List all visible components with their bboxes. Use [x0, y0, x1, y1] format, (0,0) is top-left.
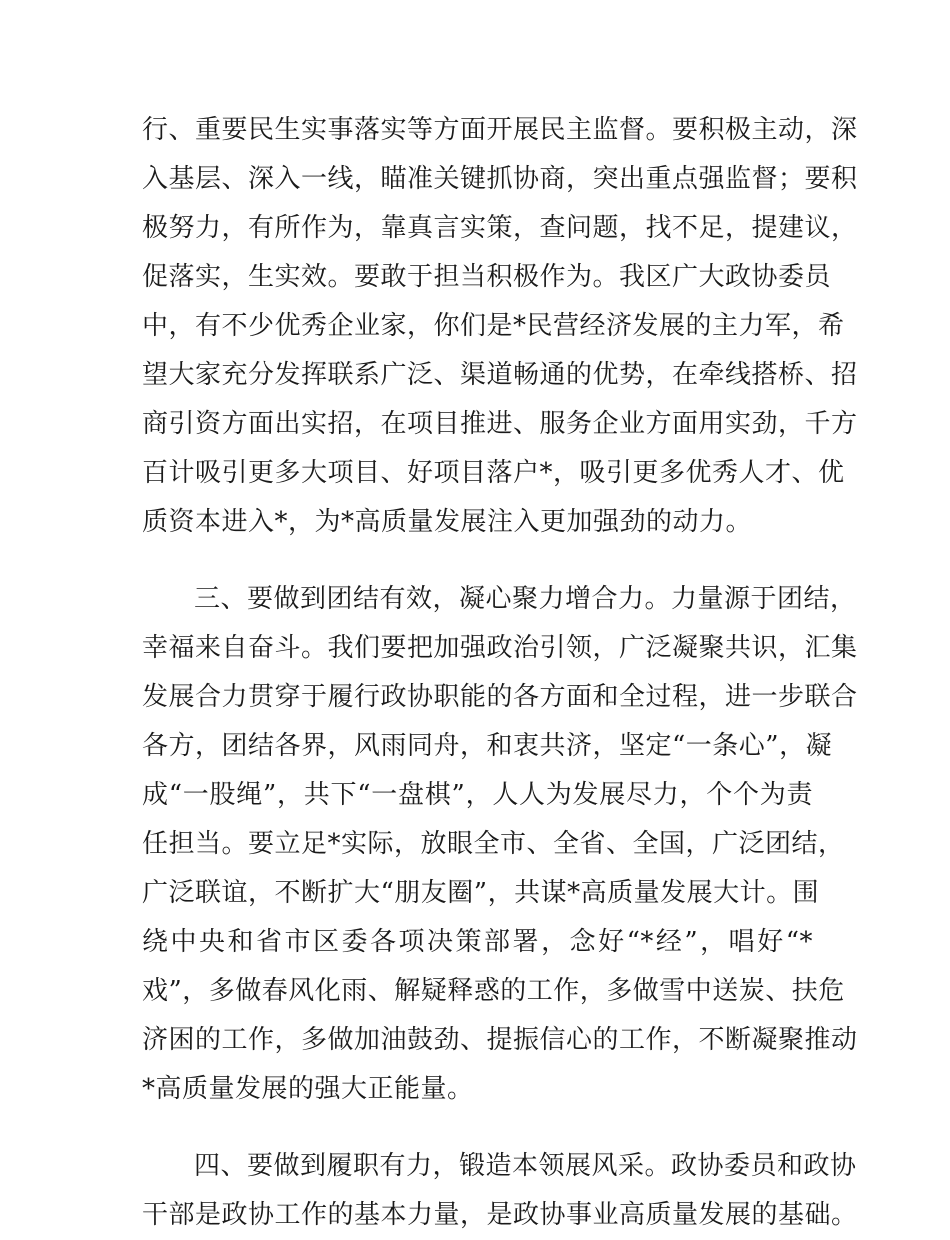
text-line: 绕中央和省市区委各项决策部署，念好“*经”，唱好“*: [142, 927, 813, 957]
text-line: 成“一股绳”，共下“一盘棋”，人人为发展尽力，个个为责: [142, 780, 813, 810]
text-line: 望大家充分发挥联系广泛、渠道畅通的优势，在牵线搭桥、招: [142, 360, 858, 390]
text-line: *高质量发展的强大正能量。: [142, 1074, 474, 1104]
text-line: 中，有不少优秀企业家，你们是*民营经济发展的主力军，希: [142, 311, 845, 341]
paragraph-1: [142, 106, 858, 547]
text-line: 任担当。要立足*实际，放眼全市、全省、全国，广泛团结，: [142, 829, 845, 859]
text-line: 四、要做到履职有力，锻造本领展风采。政协委员和政协: [194, 1151, 857, 1181]
text-line: 入基层、深入一线，瞄准关键抓协商，突出重点强监督；要积: [142, 164, 858, 194]
text-line: 济困的工作，多做加油鼓劲、提振信心的工作，不断凝聚推动: [142, 1025, 858, 1055]
text-line: 行、重要民生实事落实等方面开展民主监督。要积极主动，深: [142, 115, 858, 145]
text-line: 促落实，生实效。要敢于担当积极作为。我区广大政协委员: [142, 262, 832, 292]
text-line: 广泛联谊，不断扩大“朋友圈”，共谋*高质量发展大计。围: [142, 878, 820, 908]
text-line: 百计吸引更多大项目、好项目落户*，吸引更多优秀人才、优: [142, 458, 845, 488]
text-line: 发展合力贯穿于履行政协职能的各方面和全过程，进一步联合: [142, 682, 858, 712]
text-line: 极努力，有所作为，靠真言实策，查问题，找不足，提建议，: [142, 213, 858, 243]
text-line: 干部是政协工作的基本力量，是政协事业高质量发展的基础。: [142, 1200, 858, 1230]
text-line: 幸福来自奋斗。我们要把加强政治引领，广泛凝聚共识，汇集: [142, 633, 858, 663]
text-line: 三、要做到团结有效，凝心聚力增合力。力量源于团结，: [194, 584, 857, 614]
paragraph-3: [142, 1142, 858, 1240]
text-line: 质资本进入*，为*高质量发展注入更加强劲的动力。: [142, 507, 753, 537]
text-line: 商引资方面出实招，在项目推进、服务企业方面用实劲，千方: [142, 409, 858, 439]
paragraph-2: [142, 575, 858, 1114]
text-line: 戏”，多做春风化雨、解疑释惑的工作，多做雪中送炭、扶危: [142, 976, 845, 1006]
text-line: 各方，团结各界，风雨同舟，和衷共济，坚定“一条心”，凝: [142, 731, 833, 761]
document-body: [142, 106, 858, 1240]
